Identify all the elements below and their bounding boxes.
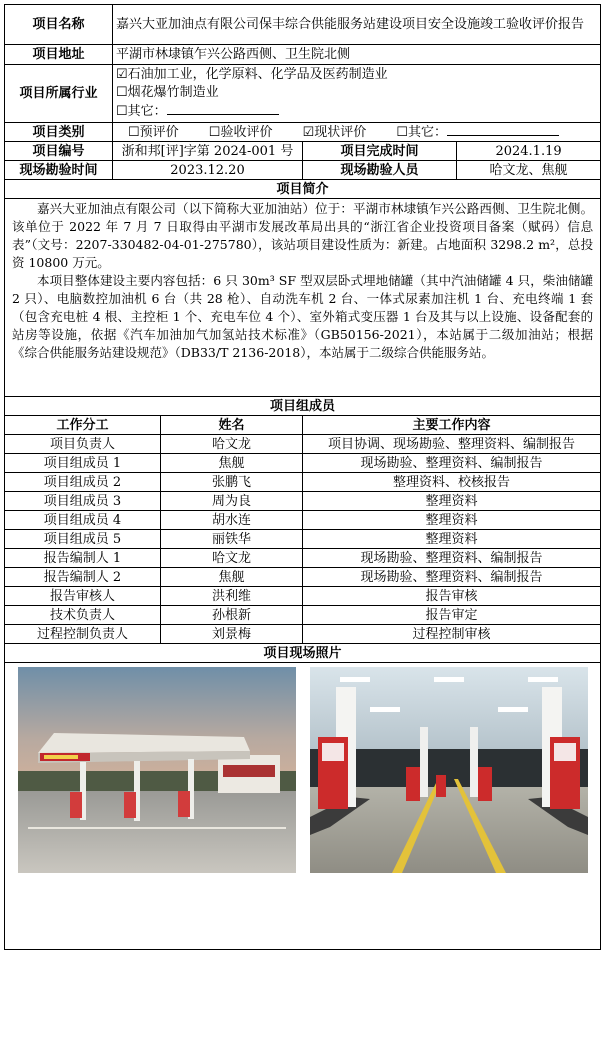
photos-title: 项目现场照片 [5, 644, 601, 663]
category-other-blank [447, 123, 559, 136]
category-option-pre[interactable]: ☐预评价 [128, 125, 179, 140]
table-row: 过程控制负责人 刘景梅 过程控制审核 [5, 625, 601, 644]
industry-option-other[interactable]: ☐其它： [116, 102, 597, 121]
site-photo-canopy [310, 667, 588, 873]
project-name-label: 项目名称 [5, 5, 113, 45]
industry-option-fireworks[interactable]: ☐烟花爆竹制造业 [116, 85, 219, 100]
industry-option-petro[interactable]: ☑石油加工业，化学原料、化学品及医药制造业 [116, 67, 388, 82]
table-row: 项目组成员 2 张鹏飞 整理资料、校核报告 [5, 473, 601, 492]
project-name-value: 嘉兴大亚加油点有限公司保丰综合供能服务站建设项目安全设施竣工验收评价报告 [113, 5, 601, 45]
table-row: 项目组成员 5 丽铁华 整理资料 [5, 530, 601, 549]
table-row: 技术负责人 孙根新 报告审定 [5, 606, 601, 625]
table-row: 报告编制人 1 哈文龙 现场勘验、整理资料、编制报告 [5, 549, 601, 568]
info-table [4, 4, 601, 950]
intro-paragraph-2: 本项目整体建设主要内容包括：6 只 30m³ SF 型双层卧式埋地储罐（其中汽油储罐 4 只，柴油储罐 2 只）、电脑数控加油机 6 台（共 28 枪）、自动洗车机 2 台、一体式尿素加注机 1 台、充电终端 1 套（包含充电桩 4 根、主控柜 1 个、充电车位 4 个）、室外箱式变压器 1 台及其与以上设施、设备配套的站房等设施，依据《汽车加油加气加氢站技术标准》（GB50156-2021），本站属于二级加油站；根据《综合供能服务站建设规范》（DB33/T 2136-2018），本站属于二级综合供能服务站。 [12, 273, 594, 360]
project-address-label: 项目地址 [5, 45, 113, 65]
table-row: 项目组成员 4 胡水连 整理资料 [5, 511, 601, 530]
members-header-duty: 主要工作内容 [303, 416, 601, 435]
table-row: 报告编制人 2 焦舰 现场勘验、整理资料、编制报告 [5, 568, 601, 587]
intro-title: 项目简介 [5, 180, 601, 199]
table-row: 项目组成员 3 周为良 整理资料 [5, 492, 601, 511]
industry-other-blank [167, 102, 279, 115]
table-row: 项目负责人 哈文龙 项目协调、现场勘验、整理资料、编制报告 [5, 435, 601, 454]
members-header-name: 姓名 [161, 416, 303, 435]
category-option-status[interactable]: ☑现状评价 [302, 125, 367, 140]
intro-paragraph-1: 嘉兴大亚加油点有限公司（以下简称大亚加油站）位于：平湖市林埭镇乍兴公路西侧、卫生院北侧。该单位于 2022 年 7 月 7 日取得由平湖市发展改革局出具的“浙江省企业投资项目备案（赋码）信息表”（文号：2207-330482-04-01-275780），该站项目建设性质为：新建。占地面积 3298.2 m²，总投资 10800 万元。 [12, 201, 594, 270]
table-row: 项目组成员 1 焦舰 现场勘验、整理资料、编制报告 [5, 454, 601, 473]
photos-area [5, 663, 600, 949]
survey-staff-value: 哈文龙、焦舰 [457, 161, 601, 180]
site-photo-exterior [18, 667, 296, 873]
survey-staff-label: 现场勘验人员 [303, 161, 457, 180]
project-no-label: 项目编号 [5, 142, 113, 161]
survey-time-label: 现场勘验时间 [5, 161, 113, 180]
category-option-other[interactable]: ☐其它： [396, 125, 559, 140]
project-no-value: 浙和邦[评]字第 2024-001 号 [113, 142, 303, 161]
completion-time-label: 项目完成时间 [303, 142, 457, 161]
category-label: 项目类别 [5, 123, 113, 142]
table-row: 报告审核人 洪利维 报告审核 [5, 587, 601, 606]
industry-label: 项目所属行业 [5, 65, 113, 123]
members-title: 项目组成员 [5, 397, 601, 416]
survey-time-value: 2023.12.20 [113, 161, 303, 180]
members-header-role: 工作分工 [5, 416, 161, 435]
project-address-value: 平湖市林埭镇乍兴公路西侧、卫生院北侧 [113, 45, 601, 65]
category-option-acceptance[interactable]: ☐验收评价 [208, 125, 273, 140]
completion-time-value: 2024.1.19 [457, 142, 601, 161]
